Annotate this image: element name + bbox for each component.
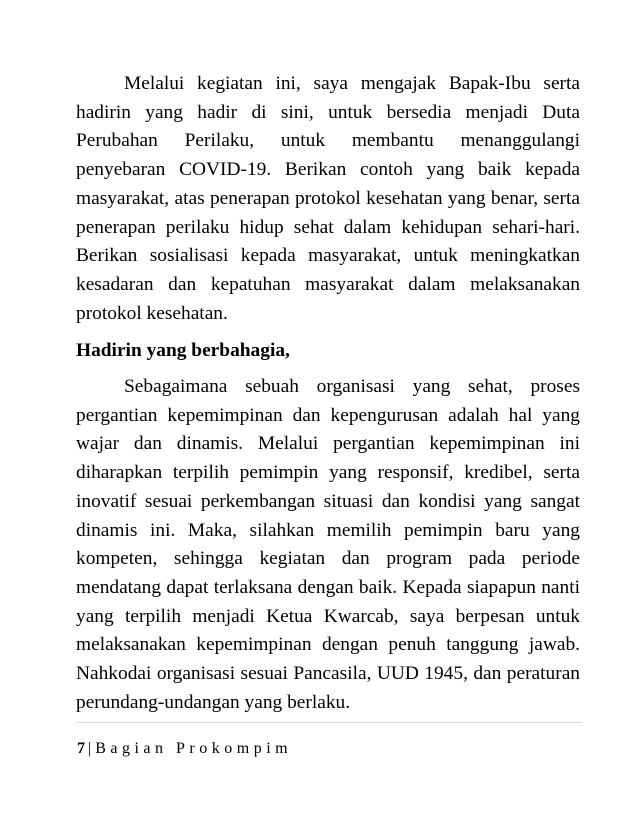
paragraph-2: Sebagaimana sebuah organisasi yang sehat, proses pergantian kepemimpinan dan kepengurusan adalah hal yang wajar dan dinamis. Melalui pergantian kepemimpinan ini diharapkan terpilih pemimpin yang responsif, kredibel, serta inovatif sesuai perkembangan situasi dan kondisi yang sangat dinamis ini. Maka, silahkan memilih pemimpin baru yang kompeten, sehingga kegiatan dan program pada periode mendatang dapat terlaksana dengan baik. Kepada siapapun nanti yang terpilih menjadi Ketua Kwarcab, saya berpesan untuk melaksanakan kepemimpinan dengan penuh tanggung jawab. Nahkodai organisasi sesuai Pancasila, UUD 1945, dan peraturan perundang-undangan yang berlaku. (76, 376, 580, 713)
footer-divider (76, 722, 582, 723)
footer-separator: | (88, 740, 92, 757)
page-number: 7 (77, 740, 85, 757)
section-heading: Hadirin yang berbahagia, (76, 340, 290, 362)
paragraph-1: Melalui kegiatan ini, saya mengajak Bapak-Ibu serta hadirin yang hadir di sini, untuk bersedia menjadi Duta Perubahan Perilaku, untuk membantu menanggulangi penyebaran COVID-19. Berikan contoh yang baik kepada masyarakat, atas penerapan protokol kesehatan yang benar, serta penerapan perilaku hidup sehat dalam kehidupan sehari-hari. Berikan sosialisasi kepada masyarakat, untuk meningkatkan kesadaran dan kepatuhan masyarakat dalam melaksanakan protokol kesehatan. (76, 73, 580, 324)
footer-section-name: Bagian Prokompim (95, 740, 293, 757)
document-body (76, 70, 580, 717)
page-footer (77, 739, 292, 759)
